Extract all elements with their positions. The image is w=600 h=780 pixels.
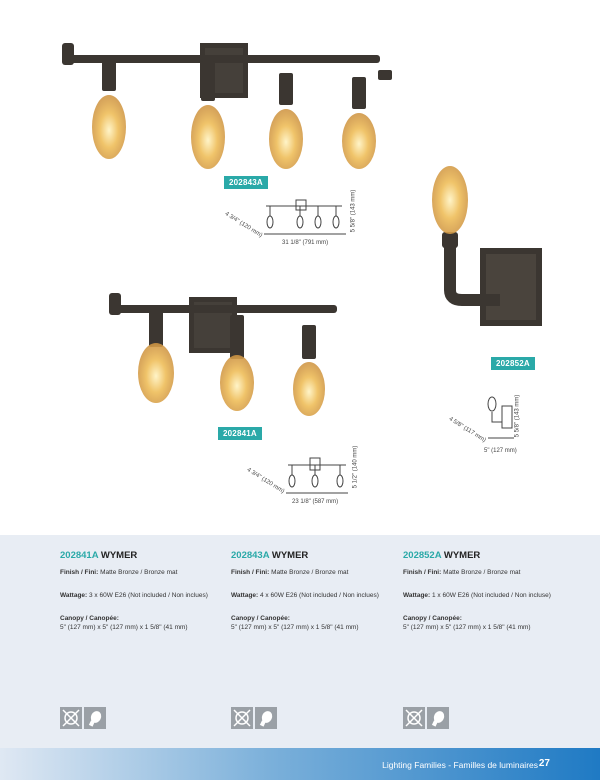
no-dimmer-icon — [231, 707, 253, 729]
product-name: WYMER — [100, 550, 138, 561]
bulb-icon — [427, 707, 449, 729]
finish-label: Finish / Fini: — [60, 569, 99, 576]
dimension-depth-202843a: 4 3/4" (120 mm) — [223, 211, 264, 239]
wattage-label: Wattage: — [231, 592, 259, 599]
wattage-value: 1 x 60W E26 (Not included / Non incluse) — [432, 592, 551, 599]
product-photo-202843a — [60, 35, 400, 170]
dimension-width-202843a: 31 1/8" (791 mm) — [282, 240, 329, 246]
product-photo-202841a — [105, 285, 345, 425]
finish-value: Matte Bronze / Bronze mat — [271, 569, 349, 576]
finish-value: Matte Bronze / Bronze mat — [100, 569, 178, 576]
finish-label: Finish / Fini: — [403, 569, 442, 576]
finish-row — [403, 568, 573, 577]
finish-row — [231, 568, 401, 577]
feature-icons-202852a — [403, 707, 451, 729]
wattage-row — [60, 591, 230, 600]
dimension-depth-202841a: 4 3/4" (120 mm) — [245, 467, 286, 495]
dimension-width-202841a: 23 1/8" (587 mm) — [292, 499, 339, 505]
dimension-height-202841a: 5 1/2" (140 mm) — [352, 445, 359, 489]
finish-value: Matte Bronze / Bronze mat — [443, 569, 521, 576]
canopy-value: 5" (127 mm) x 5" (127 mm) x 1 5/8" (41 mm) — [403, 624, 531, 631]
product-tag-202843a: 202843A — [224, 176, 268, 189]
wattage-label: Wattage: — [60, 592, 88, 599]
product-code: 202841A — [60, 550, 99, 561]
canopy-label: Canopy / Canopée: — [60, 615, 119, 622]
bulb-icon — [255, 707, 277, 729]
product-code: 202852A — [403, 550, 442, 561]
wattage-value: 3 x 60W E26 (Not included / Non inclues) — [89, 592, 208, 599]
no-dimmer-icon — [403, 707, 425, 729]
canopy-value: 5" (127 mm) x 5" (127 mm) x 1 5/8" (41 mm) — [60, 624, 188, 631]
spec-heading — [231, 550, 401, 561]
finish-row — [60, 568, 230, 577]
dimension-diagram-202843a — [260, 198, 350, 238]
canopy-row — [60, 614, 230, 632]
spec-heading — [60, 550, 230, 561]
wattage-row — [231, 591, 401, 600]
spec-heading — [403, 550, 573, 561]
spec-column-202843a — [231, 550, 401, 646]
canopy-value: 5" (127 mm) x 5" (127 mm) x 1 5/8" (41 mm) — [231, 624, 359, 631]
page-number: 27 — [538, 758, 550, 769]
dimension-width-202852a: 5" (127 mm) — [484, 448, 517, 454]
canopy-label: Canopy / Canopée: — [403, 615, 462, 622]
canopy-row — [403, 614, 573, 632]
dimension-diagram-202841a — [282, 455, 352, 497]
product-name: WYMER — [443, 550, 481, 561]
product-photo-202852a — [430, 160, 555, 350]
product-tag-202852a: 202852A — [491, 357, 535, 370]
canopy-label: Canopy / Canopée: — [231, 615, 290, 622]
dimension-depth-202852a: 4 5/8" (117 mm) — [447, 416, 487, 444]
footer-text: Lighting Families - Familles de luminaires — [382, 760, 538, 770]
product-name: WYMER — [271, 550, 309, 561]
canopy-row — [231, 614, 401, 632]
product-tag-202841a: 202841A — [218, 427, 262, 440]
wattage-value: 4 x 60W E26 (Not included / Non inclues) — [260, 592, 379, 599]
page-footer — [0, 748, 600, 780]
spec-column-202852a — [403, 550, 573, 646]
finish-label: Finish / Fini: — [231, 569, 270, 576]
feature-icons-202841a — [60, 707, 108, 729]
product-code: 202843A — [231, 550, 270, 561]
no-dimmer-icon — [60, 707, 82, 729]
wattage-label: Wattage: — [403, 592, 431, 599]
wattage-row — [403, 591, 573, 600]
dimension-height-202852a: 5 5/8" (143 mm) — [514, 394, 521, 438]
dimension-height-202843a: 5 5/8" (143 mm) — [350, 189, 357, 233]
feature-icons-202843a — [231, 707, 279, 729]
bulb-icon — [84, 707, 106, 729]
spec-column-202841a — [60, 550, 230, 646]
